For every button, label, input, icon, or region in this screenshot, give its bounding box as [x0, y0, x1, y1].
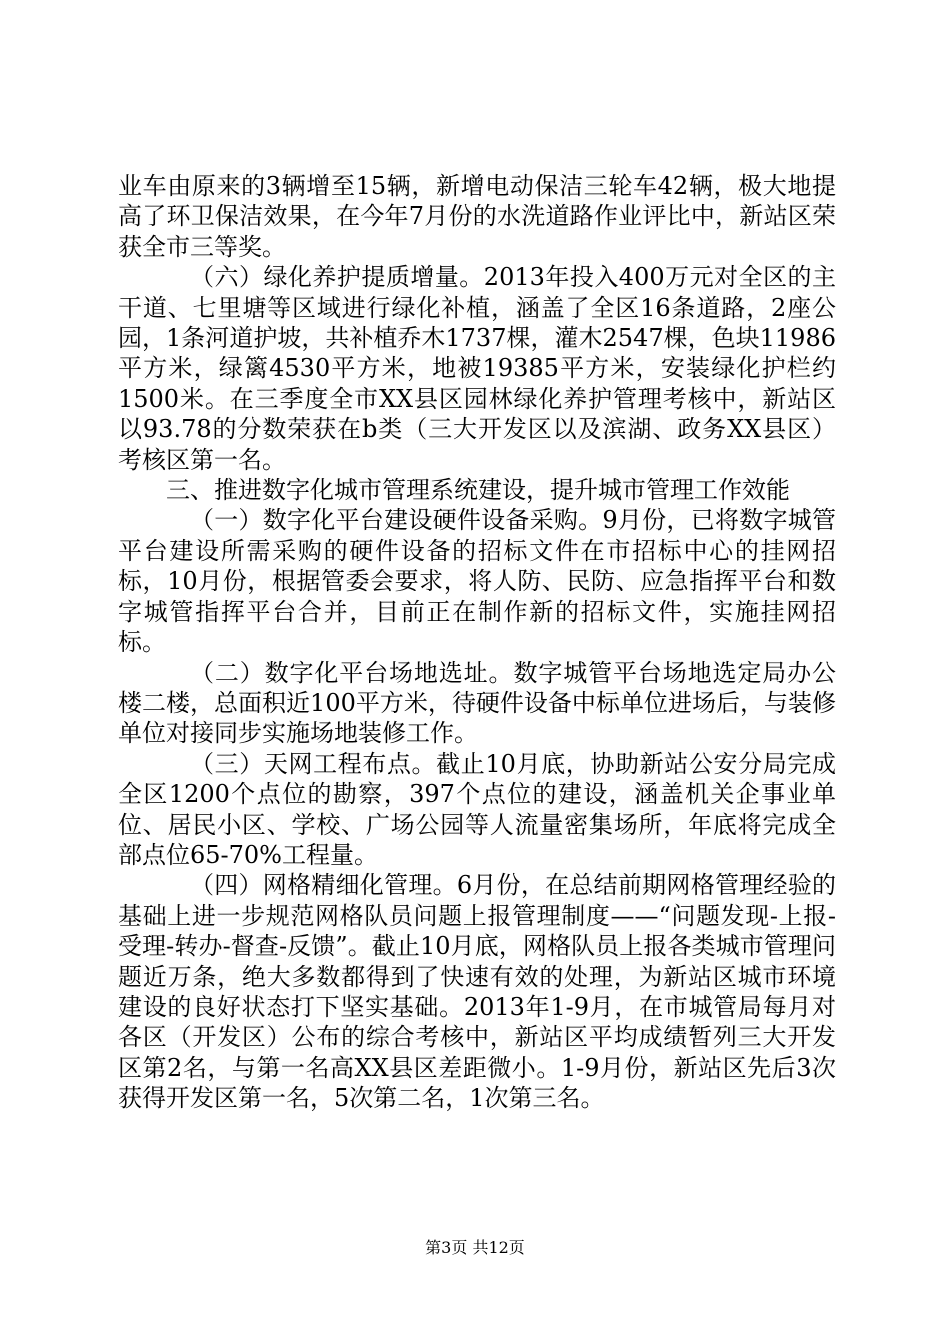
page-number-label: 第3页 共12页: [425, 1238, 525, 1257]
page-footer: [0, 1238, 950, 1258]
paragraph-grid-management: （四）网格精细化管理。6月份，在总结前期网格管理经验的基础上进一步规范网格队员问题上报管理制度——“问题发现-上报-受理-转办-督查-反馈”。截止10月底，网格队员上报各类城市管理问题近万条，绝大多数都得到了快速有效的处理，为新站区城市环境建设的良好状态打下坚实基础。2013年1-9月，在市城管局每月对各区（开发区）公布的综合考核中，新站区平均成绩暂列三大开发区第2名，与第一名高XX县区差距微小。1-9月份，新站区先后3次获得开发区第一名，5次第二名，1次第三名。: [118, 871, 836, 1113]
paragraph-hardware-procurement: （一）数字化平台建设硬件设备采购。9月份，已将数字城管平台建设所需采购的硬件设备的招标文件在市招标中心的挂网招标，10月份，根据管委会要求，将人防、民防、应急指挥平台和数字城管指挥平台合并，目前正在制作新的招标文件，实施挂网招标。: [118, 506, 836, 657]
paragraph-greening: （六）绿化养护提质增量。2013年投入400万元对全区的主干道、七里塘等区域进行绿化补植，涵盖了全区16条道路，2座公园，1条河道护坡，共补植乔木1737棵，灌木2547棵，色块11986平方米，绿篱4530平方米，地被19385平方米，安装绿化护栏约1500米。在三季度全市XX县区园林绿化养护管理考核中，新站区以93.78的分数荣获在b类（三大开发区以及滨湖、政务XX县区）考核区第一名。: [118, 263, 836, 474]
paragraph-site-selection: （二）数字化平台场地选址。数字城管平台场地选定局办公楼二楼，总面积近100平方米，待硬件设备中标单位进场后，与装修单位对接同步实施场地装修工作。: [118, 658, 836, 748]
section-heading-digital-management: 三、推进数字化城市管理系统建设，提升城市管理工作效能: [166, 476, 790, 505]
paragraph-skynet-project: （三）天网工程布点。截止10月底，协助新站公安分局完成全区1200个点位的勘察，397个点位的建设，涵盖机关企事业单位、居民小区、学校、广场公园等人流量密集场所，年底将完成全部点位65-70%工程量。: [118, 749, 836, 869]
paragraph-continuation: 业车由原来的3辆增至15辆，新增电动保洁三轮车42辆，极大地提高了环卫保洁效果，在今年7月份的水洗道路作业评比中，新站区荣获全市三等奖。: [118, 172, 836, 261]
document-body: [118, 171, 836, 1114]
